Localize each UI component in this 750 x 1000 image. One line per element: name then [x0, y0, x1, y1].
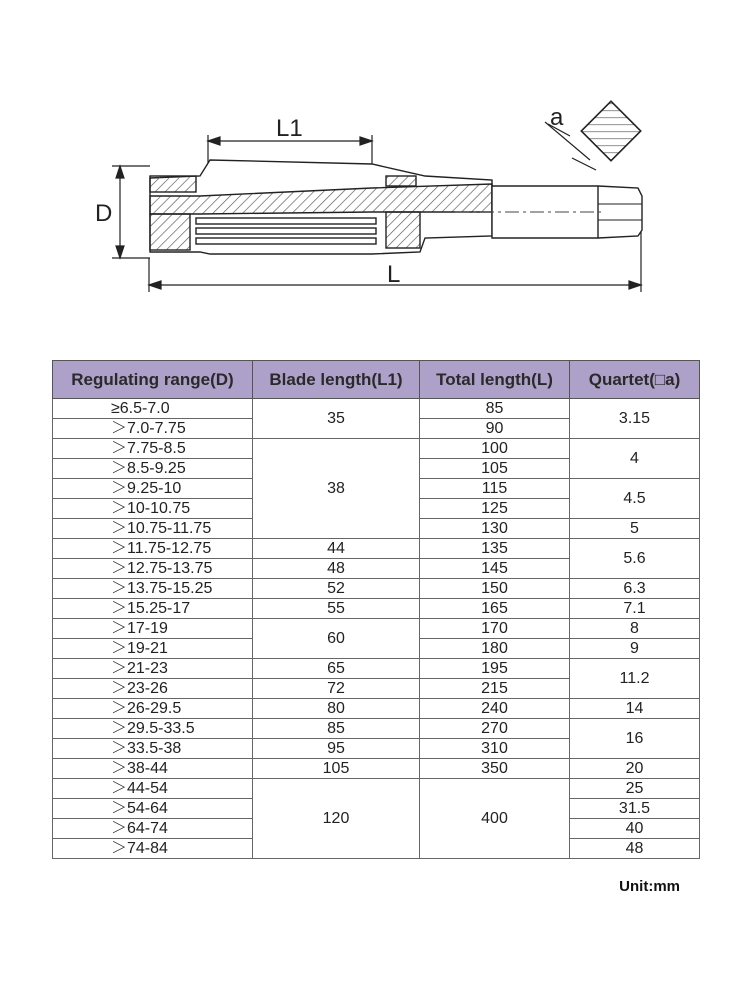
regulating-range-cell: ＞38-44	[53, 759, 253, 779]
regulating-range-cell: ＞13.75-15.25	[53, 579, 253, 599]
quartet-cell: 3.15	[570, 399, 700, 439]
total-length-cell: 270	[420, 719, 570, 739]
total-length-cell: 145	[420, 559, 570, 579]
regulating-range-cell: ＞33.5-38	[53, 739, 253, 759]
regulating-range-cell: ＞23-26	[53, 679, 253, 699]
total-length-cell: 150	[420, 579, 570, 599]
unit-label: Unit:mm	[619, 878, 680, 895]
total-length-cell: 125	[420, 499, 570, 519]
quartet-cell: 4.5	[570, 479, 700, 519]
total-length-cell: 195	[420, 659, 570, 679]
header-blade-length: Blade length(L1)	[253, 361, 420, 399]
specification-table	[52, 360, 700, 859]
regulating-range-cell: ＞8.5-9.25	[53, 459, 253, 479]
regulating-range-cell: ≥6.5-7.0	[53, 399, 253, 419]
total-length-cell: 165	[420, 599, 570, 619]
total-length-cell: 100	[420, 439, 570, 459]
table-row	[53, 599, 700, 619]
d-label: D	[95, 200, 113, 227]
blade-length-cell: 55	[253, 599, 420, 619]
regulating-range-cell: ＞21-23	[53, 659, 253, 679]
total-length-cell: 170	[420, 619, 570, 639]
total-length-cell: 135	[420, 539, 570, 559]
total-length-cell: 215	[420, 679, 570, 699]
blade-length-cell: 52	[253, 579, 420, 599]
total-length-cell: 240	[420, 699, 570, 719]
reamer-technical-drawing	[0, 0, 750, 330]
table-row	[53, 579, 700, 599]
quartet-cell: 11.2	[570, 659, 700, 699]
total-length-cell: 90	[420, 419, 570, 439]
table-row	[53, 699, 700, 719]
blade-length-cell: 72	[253, 679, 420, 699]
regulating-range-cell: ＞19-21	[53, 639, 253, 659]
header-regulating-range: Regulating range(D)	[53, 361, 253, 399]
reamer-body	[150, 160, 642, 254]
regulating-range-cell: ＞26-29.5	[53, 699, 253, 719]
table-row	[53, 619, 700, 639]
regulating-range-cell: ＞11.75-12.75	[53, 539, 253, 559]
table-row	[53, 399, 700, 419]
quartet-cell: 4	[570, 439, 700, 479]
regulating-range-cell: ＞64-74	[53, 819, 253, 839]
table-header-row	[53, 361, 700, 399]
regulating-range-cell: ＞74-84	[53, 839, 253, 859]
total-length-cell: 105	[420, 459, 570, 479]
quartet-cell: 5.6	[570, 539, 700, 579]
quartet-cell: 9	[570, 639, 700, 659]
regulating-range-cell: ＞7.75-8.5	[53, 439, 253, 459]
blade-length-cell: 60	[253, 619, 420, 659]
d-dimension	[112, 166, 150, 258]
total-length-cell: 400	[420, 779, 570, 859]
blade-length-cell: 80	[253, 699, 420, 719]
table-row	[53, 759, 700, 779]
quartet-cell: 16	[570, 719, 700, 759]
blade-length-cell: 120	[253, 779, 420, 859]
regulating-range-cell: ＞9.25-10	[53, 479, 253, 499]
total-length-cell: 310	[420, 739, 570, 759]
total-length-cell: 130	[420, 519, 570, 539]
total-length-cell: 115	[420, 479, 570, 499]
quartet-cell: 48	[570, 839, 700, 859]
blade-length-cell: 44	[253, 539, 420, 559]
regulating-range-cell: ＞17-19	[53, 619, 253, 639]
regulating-range-cell: ＞54-64	[53, 799, 253, 819]
quartet-cell: 7.1	[570, 599, 700, 619]
regulating-range-cell: ＞12.75-13.75	[53, 559, 253, 579]
blade-length-cell: 95	[253, 739, 420, 759]
regulating-range-cell: ＞44-54	[53, 779, 253, 799]
table-row	[53, 539, 700, 559]
blade-length-cell: 105	[253, 759, 420, 779]
header-total-length: Total length(L)	[420, 361, 570, 399]
blade-length-cell: 38	[253, 439, 420, 539]
total-length-cell: 180	[420, 639, 570, 659]
quartet-cell: 8	[570, 619, 700, 639]
quartet-cell: 5	[570, 519, 700, 539]
quartet-cell: 31.5	[570, 799, 700, 819]
table-row	[53, 719, 700, 739]
quartet-cell: 14	[570, 699, 700, 719]
regulating-range-cell: ＞29.5-33.5	[53, 719, 253, 739]
header-quartet: Quartet(□a)	[570, 361, 700, 399]
total-length-cell: 350	[420, 759, 570, 779]
regulating-range-cell: ＞10.75-11.75	[53, 519, 253, 539]
table-row	[53, 439, 700, 459]
blade-length-cell: 65	[253, 659, 420, 679]
quartet-cell: 6.3	[570, 579, 700, 599]
regulating-range-cell: ＞7.0-7.75	[53, 419, 253, 439]
quartet-cell: 20	[570, 759, 700, 779]
regulating-range-cell: ＞10-10.75	[53, 499, 253, 519]
total-length-cell: 85	[420, 399, 570, 419]
blade-length-cell: 85	[253, 719, 420, 739]
a-label: a	[550, 104, 564, 131]
quartet-cell: 25	[570, 779, 700, 799]
l-label: L	[387, 261, 401, 288]
regulating-range-cell: ＞15.25-17	[53, 599, 253, 619]
l1-label: L1	[276, 115, 303, 142]
quartet-cell: 40	[570, 819, 700, 839]
table-row	[53, 659, 700, 679]
blade-length-cell: 48	[253, 559, 420, 579]
blade-length-cell: 35	[253, 399, 420, 439]
table-row	[53, 779, 700, 799]
